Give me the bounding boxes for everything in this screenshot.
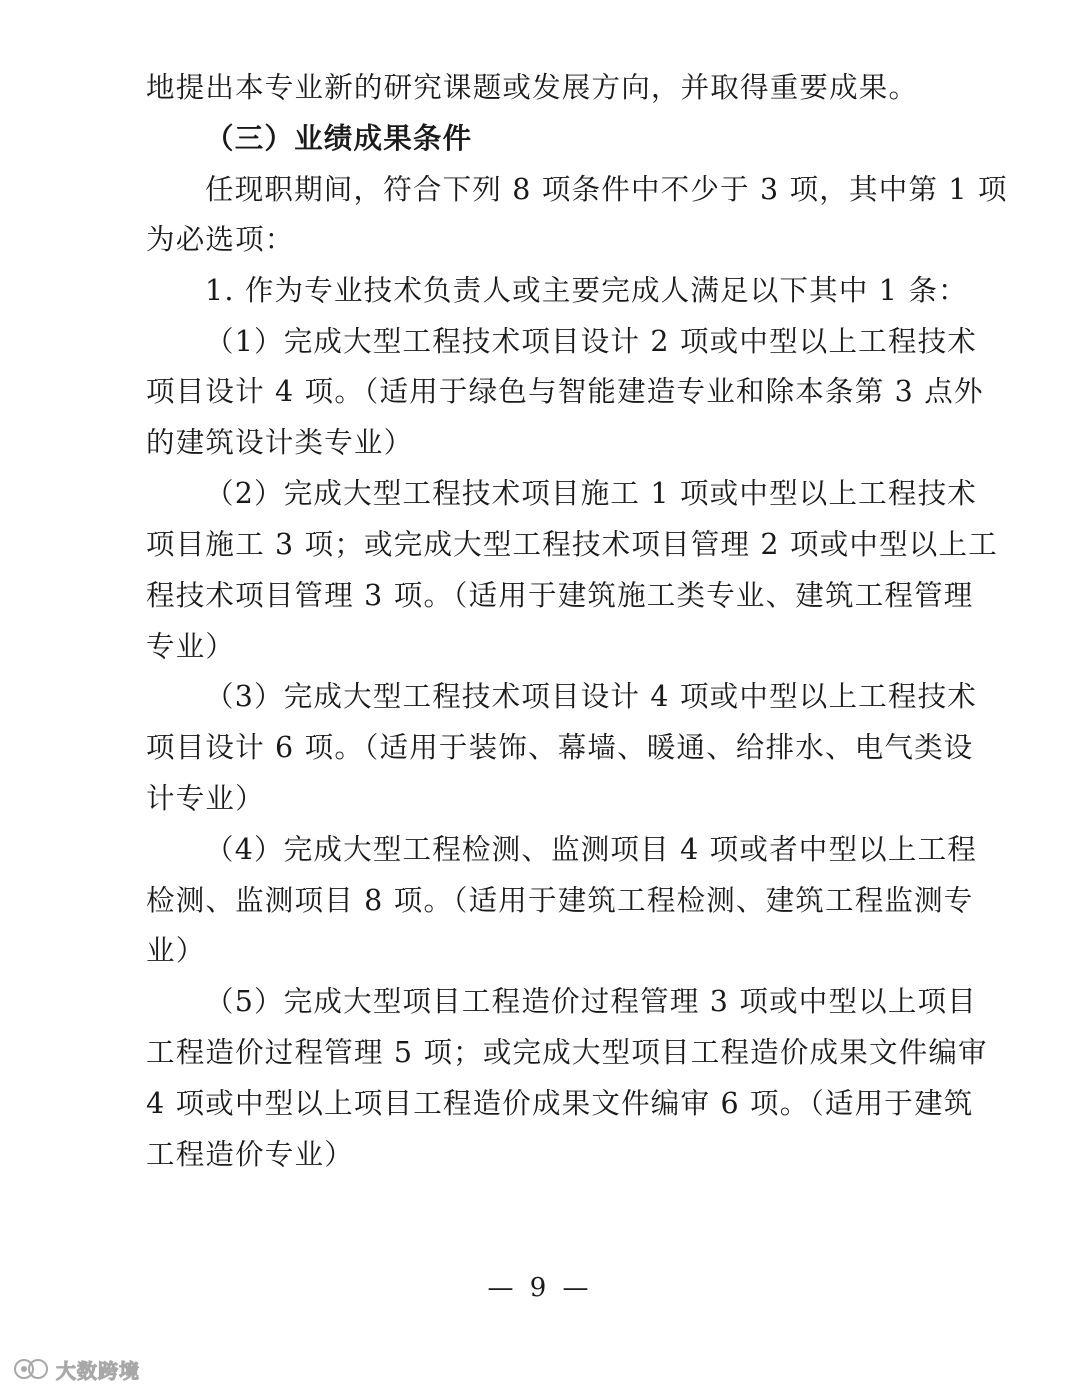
text-line: （5）完成大型项目工程造价过程管理 3 项或中型以上项目 [205,985,977,1018]
text-line: 检测、监测项目 8 项。（适用于建筑工程检测、建筑工程监测专 [146,884,974,917]
text-line: 任现职期间，符合下列 8 项条件中不少于 3 项，其中第 1 项 [205,173,1008,206]
text-line: 为必选项： [146,223,295,256]
text-line: （4）完成大型工程检测、监测项目 4 项或者中型以上工程 [205,833,977,866]
text-line: 的建筑设计类专业） [146,426,414,459]
text-line: 项目施工 3 项；或完成大型工程技术项目管理 2 项或中型以上工 [146,528,998,561]
list-item-heading: 1. 作为专业技术负责人或主要完成人满足以下其中 1 条： [205,274,968,307]
watermark-text: 大数跨境 [56,1358,140,1383]
watermark-logo-icon [12,1357,52,1381]
text-line: 程技术项目管理 3 项。（适用于建筑施工类专业、建筑工程管理 [146,579,974,612]
text-line: 项目设计 4 项。（适用于绿色与智能建造专业和除本条第 3 点外 [146,375,984,408]
text-line: 工程造价过程管理 5 项；或完成大型项目工程造价成果文件编审 [146,1036,988,1069]
page-number: — 9 — [487,1273,593,1303]
text-line: 4 项或中型以上项目工程造价成果文件编审 6 项。（适用于建筑 [146,1087,974,1120]
text-line: 项目设计 6 项。（适用于装饰、幕墙、暖通、给排水、电气类设 [146,731,974,764]
text-line: 专业） [146,630,236,663]
text-line: 计专业） [146,782,265,815]
text-line: （3）完成大型工程技术项目设计 4 项或中型以上工程技术 [205,680,977,713]
text-line: （2）完成大型工程技术项目施工 1 项或中型以上工程技术 [205,477,977,510]
text-line: 工程造价专业） [146,1138,354,1171]
section-heading: （三）业绩成果条件 [205,121,473,155]
watermark [12,1354,140,1384]
text-line: （1）完成大型工程技术项目设计 2 项或中型以上工程技术 [205,325,977,358]
text-line: 业） [146,934,206,967]
text-line: 地提出本专业新的研究课题或发展方向，并取得重要成果。 [146,71,919,104]
